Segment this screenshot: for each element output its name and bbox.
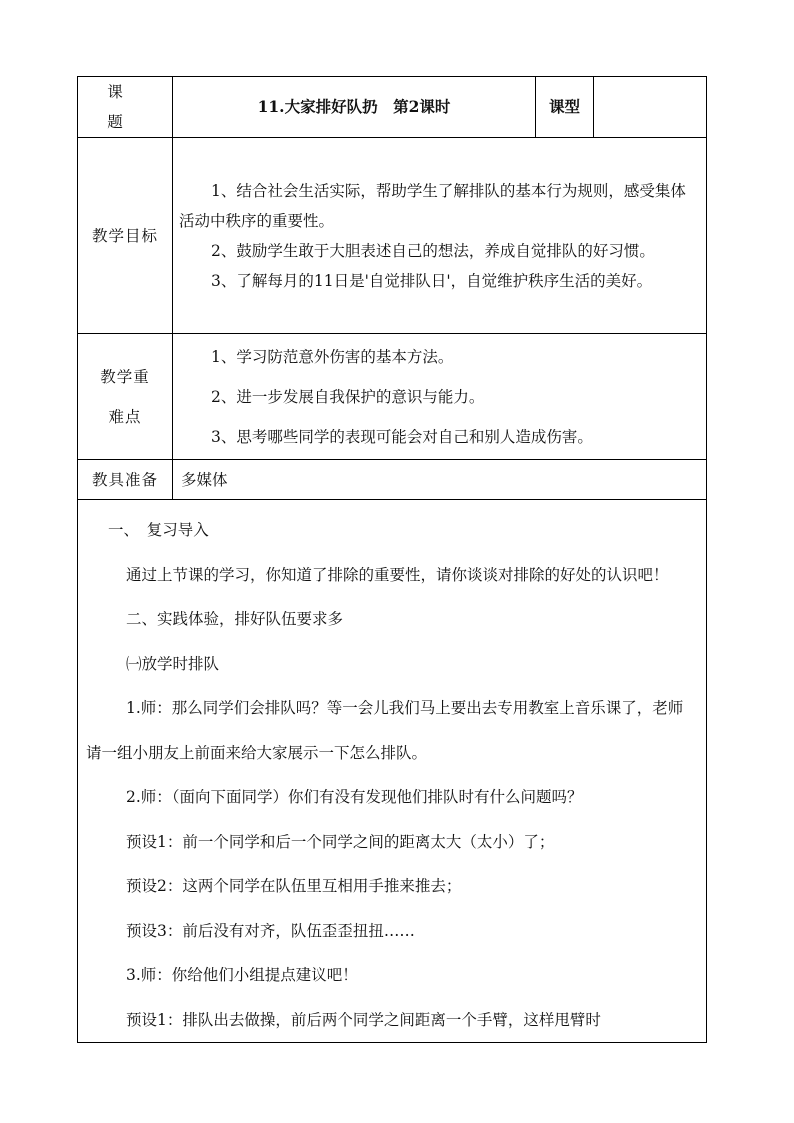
- section-heading: 二、实践体验，排好队伍要求多: [126, 610, 344, 628]
- objective-item: 1、结合社会生活实际，帮助学生了解排队的基本行为规则，感受集体活动中秩序的重要性。: [179, 181, 686, 230]
- process-row: [78, 500, 707, 1043]
- teaching-process: [78, 500, 707, 1043]
- key-points-label: [78, 334, 173, 460]
- key-point-item: 2、进一步发展自我保护的意识与能力。: [211, 387, 485, 406]
- topic-label: 课 题: [78, 77, 173, 138]
- paragraph: 通过上节课的学习，你知道了排除的重要性，请你谈谈对排除的好处的认识吧！: [126, 565, 669, 584]
- lesson-type-label: 课型: [536, 77, 594, 138]
- paragraph: 预设1：排队出去做操，前后两个同学之间距离一个手臂，这样甩臂时: [126, 1010, 601, 1029]
- key-points-label-line2: 难点: [108, 407, 142, 426]
- paragraph: 预设2：这两个同学在队伍里互相用手推来推去；: [126, 877, 462, 895]
- materials-label: 教具准备: [78, 460, 173, 500]
- paragraph: 预设1：前一个同学和后一个同学之间的距离太大（太小）了；: [126, 832, 555, 851]
- materials-row: [78, 460, 707, 500]
- lesson-type-value: [594, 77, 707, 138]
- subsection-heading: ㈠放学时排队: [126, 654, 220, 673]
- section-heading: 一、 复习导入: [108, 521, 209, 539]
- key-point-item: 1、学习防范意外伤害的基本方法。: [211, 347, 454, 366]
- key-points-row: [78, 334, 707, 460]
- paragraph: 预设3：前后没有对齐，队伍歪歪扭扭……: [126, 921, 415, 940]
- objective-item: 3、了解每月的11日是'自觉排队日'，自觉维护秩序生活的美好。: [211, 271, 653, 290]
- lesson-title: 11.大家排好队扔 第2课时: [173, 77, 536, 138]
- paragraph: 1.师：那么同学们会排队吗？等一会儿我们马上要出去专用教室上音乐课了，老师请一组小朋友上前面来给大家展示一下怎么排队。: [86, 699, 684, 762]
- objective-item: 2、鼓励学生敢于大胆表述自己的想法，养成自觉排队的好习惯。: [211, 241, 655, 260]
- objectives-label: 教学目标: [78, 138, 173, 334]
- paragraph: 2.师：（面向下面同学）你们有没有发现他们排队时有什么问题吗？: [126, 788, 583, 806]
- materials-value: 多媒体: [173, 460, 707, 500]
- objectives-row: [78, 138, 707, 334]
- objectives-content: [173, 138, 707, 334]
- key-points-label-line1: 教学重: [100, 367, 150, 386]
- key-points-content: [173, 334, 707, 460]
- header-row: [78, 77, 707, 138]
- paragraph: 3.师：你给他们小组提点建议吧！: [126, 966, 358, 984]
- lesson-plan-table: [77, 76, 707, 1043]
- key-point-item: 3、思考哪些同学的表现可能会对自己和别人造成伤害。: [211, 427, 593, 446]
